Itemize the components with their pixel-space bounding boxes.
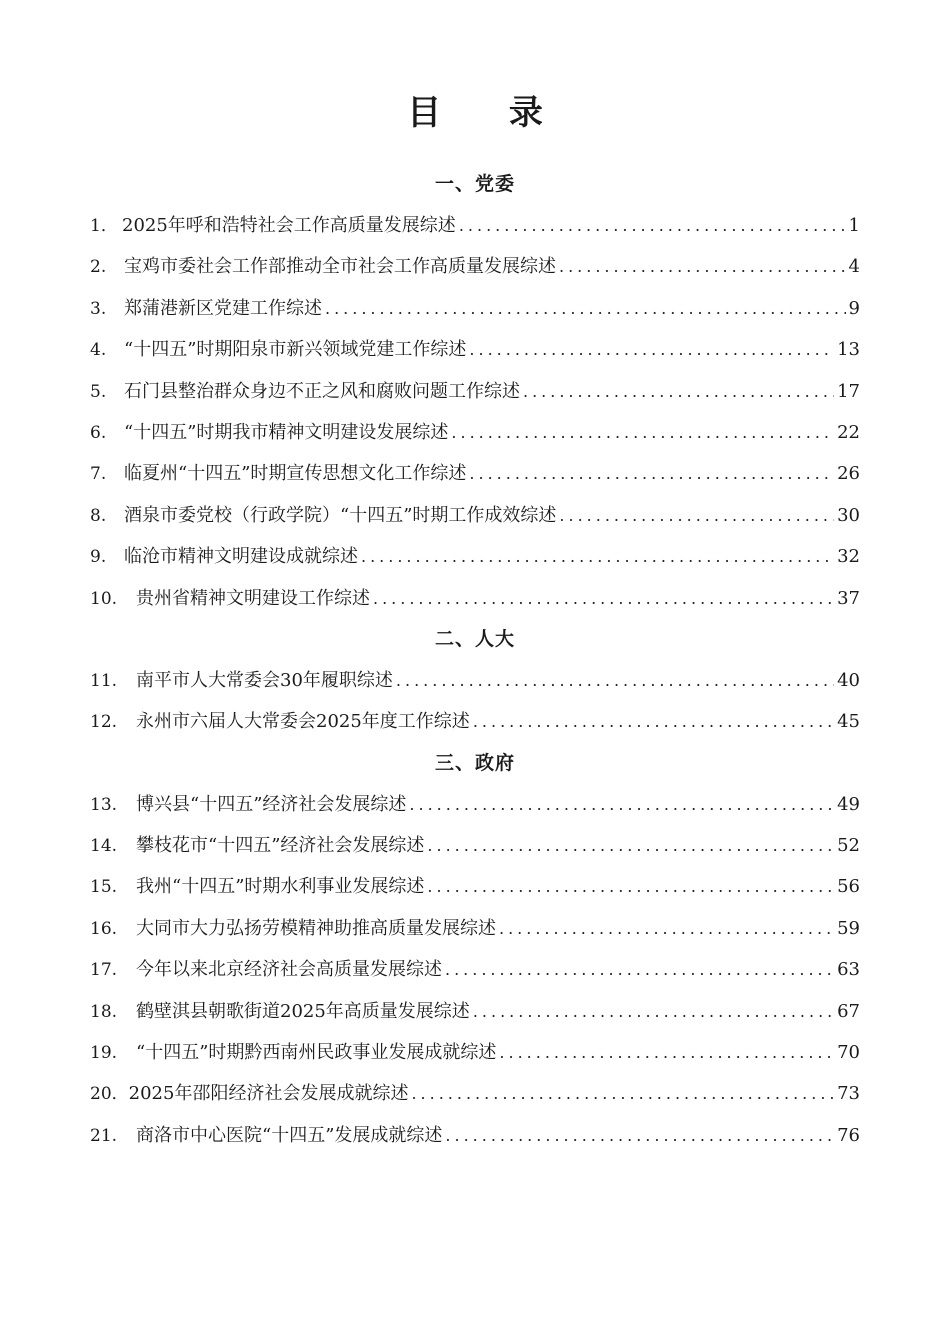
entry-number: 10. <box>90 588 118 609</box>
toc-entry[interactable] <box>90 246 860 287</box>
toc-entry[interactable] <box>90 536 860 577</box>
dot-leader <box>325 288 846 329</box>
entry-title: “十四五”时期黔西南州民政事业发展成就综述 <box>136 1042 497 1064</box>
entry-number: 17. <box>90 960 118 981</box>
section-heading-party-committee: 一、党委 <box>434 173 515 195</box>
entry-page-number: 17 <box>837 380 860 402</box>
entry-number: 5. <box>90 381 107 402</box>
entry-number: 12. <box>90 712 118 733</box>
entry-number: 1． <box>90 216 118 236</box>
entry-page-number: 30 <box>837 504 860 526</box>
toc-entry[interactable] <box>90 205 860 246</box>
entry-page-number: 4 <box>848 256 860 278</box>
entry-title: 博兴县“十四五”经济社会发展综述 <box>136 793 407 815</box>
entry-title: 郑蒲港新区党建工作综述 <box>124 297 322 319</box>
entry-title: 酒泉市委党校（行政学院）“十四五”时期工作成效综述 <box>124 504 557 526</box>
entry-page-number: 9 <box>848 297 860 319</box>
dot-leader <box>427 866 834 907</box>
entry-page-number: 70 <box>837 1042 860 1064</box>
dot-leader <box>473 701 834 742</box>
toc-entry[interactable] <box>90 701 860 742</box>
entry-page-number: 13 <box>837 339 860 361</box>
toc-entry[interactable] <box>90 825 860 866</box>
dot-leader <box>411 1073 834 1114</box>
entry-title: 攀枝花市“十四五”经济社会发展综述 <box>136 835 425 857</box>
dot-leader <box>559 495 834 536</box>
entry-title: 2025年邵阳经济社会发展成就综述 <box>128 1083 409 1105</box>
entry-page-number: 52 <box>837 835 860 857</box>
entry-title: “十四五”时期我市精神文明建设发展综述 <box>124 421 449 443</box>
entry-number: 4. <box>90 340 107 361</box>
entry-number: 14. <box>90 836 118 857</box>
section-heading-government: 三、政府 <box>434 751 515 774</box>
entry-page-number: 67 <box>837 1000 860 1022</box>
toc-entry[interactable] <box>90 329 860 370</box>
entry-page-number: 1 <box>848 215 860 236</box>
entry-number: 3. <box>90 298 107 319</box>
entry-page-number: 56 <box>837 876 860 898</box>
entry-title: 大同市大力弘扬劳模精神助推高质量发展综述 <box>136 917 496 939</box>
entry-page-number: 37 <box>837 587 860 609</box>
entry-title: 永州市六届人大常委会2025年度工作综述 <box>136 711 470 733</box>
toc-entry[interactable] <box>90 578 860 619</box>
toc-entry[interactable] <box>90 1032 860 1073</box>
dot-leader <box>469 329 834 370</box>
dot-leader <box>499 908 834 949</box>
entry-title: 商洛市中心医院“十四五”发展成就综述 <box>136 1124 443 1146</box>
toc-entry[interactable] <box>90 908 860 949</box>
entry-title: 2025年呼和浩特社会工作高质量发展综述 <box>122 215 456 236</box>
toc-entry[interactable] <box>90 991 860 1032</box>
dot-leader <box>451 412 834 453</box>
entry-title: 宝鸡市委社会工作部推动全市社会工作高质量发展综述 <box>124 256 556 278</box>
toc-entry[interactable] <box>90 453 860 494</box>
entry-number: 6. <box>90 422 107 443</box>
entry-number: 11. <box>90 670 118 691</box>
toc-entry[interactable] <box>90 1073 860 1114</box>
entry-number: 7. <box>90 464 107 485</box>
entry-number: 2. <box>90 257 107 278</box>
dot-leader <box>523 371 834 412</box>
page-title: 目 录 <box>407 93 571 133</box>
toc-entry[interactable] <box>90 660 860 701</box>
entry-number: 15. <box>90 877 118 898</box>
entry-title: 石门县整治群众身边不正之风和腐败问题工作综述 <box>124 380 520 402</box>
entry-number: 9. <box>90 547 107 568</box>
entry-number: 19. <box>90 1043 118 1064</box>
entry-page-number: 63 <box>837 959 860 981</box>
entry-number: 13. <box>90 794 118 815</box>
entry-page-number: 76 <box>837 1124 860 1146</box>
toc-entry[interactable] <box>90 1115 860 1156</box>
entry-title: 鹤壁淇县朝歌街道2025年高质量发展综述 <box>136 1000 470 1022</box>
entry-number: 18. <box>90 1001 118 1022</box>
entry-page-number: 22 <box>837 421 860 443</box>
entry-title: 我州“十四五”时期水利事业发展综述 <box>136 876 425 898</box>
dot-leader <box>409 784 834 825</box>
toc-entry[interactable] <box>90 288 860 329</box>
entry-number: 16. <box>90 918 118 939</box>
toc-entry[interactable] <box>90 866 860 907</box>
entry-page-number: 59 <box>837 917 860 939</box>
entry-page-number: 32 <box>837 546 860 568</box>
dot-leader <box>469 453 834 494</box>
entry-title: 今年以来北京经济社会高质量发展综述 <box>136 959 442 981</box>
dot-leader <box>445 1115 834 1156</box>
entry-title: “十四五”时期阳泉市新兴领域党建工作综述 <box>124 339 467 361</box>
entry-page-number: 73 <box>837 1083 860 1105</box>
entry-title: 临夏州“十四五”时期宣传思想文化工作综述 <box>124 463 467 485</box>
dot-leader <box>473 991 834 1032</box>
dot-leader <box>396 660 834 701</box>
toc-entry[interactable] <box>90 495 860 536</box>
entry-title: 南平市人大常委会30年履职综述 <box>136 669 393 691</box>
entry-title: 贵州省精神文明建设工作综述 <box>136 587 370 609</box>
entry-title: 临沧市精神文明建设成就综述 <box>124 546 358 568</box>
entry-page-number: 45 <box>837 711 860 733</box>
dot-leader <box>361 536 834 577</box>
dot-leader <box>559 246 846 287</box>
toc-entry[interactable] <box>90 412 860 453</box>
entry-number: 8. <box>90 505 107 526</box>
dot-leader <box>373 578 834 619</box>
dot-leader <box>459 205 846 246</box>
toc-entry[interactable] <box>90 371 860 412</box>
entry-page-number: 40 <box>837 669 860 691</box>
entry-number: 21. <box>90 1125 118 1146</box>
entry-number: 20． <box>90 1084 129 1105</box>
toc-entry[interactable] <box>90 949 860 990</box>
dot-leader <box>499 1032 834 1073</box>
toc-entry[interactable] <box>90 784 860 825</box>
entry-page-number: 26 <box>837 463 860 485</box>
dot-leader <box>445 949 834 990</box>
entry-page-number: 49 <box>837 793 860 815</box>
section-heading-peoples-congress: 二、人大 <box>434 627 515 650</box>
dot-leader <box>427 825 834 866</box>
table-of-contents <box>90 164 860 1156</box>
